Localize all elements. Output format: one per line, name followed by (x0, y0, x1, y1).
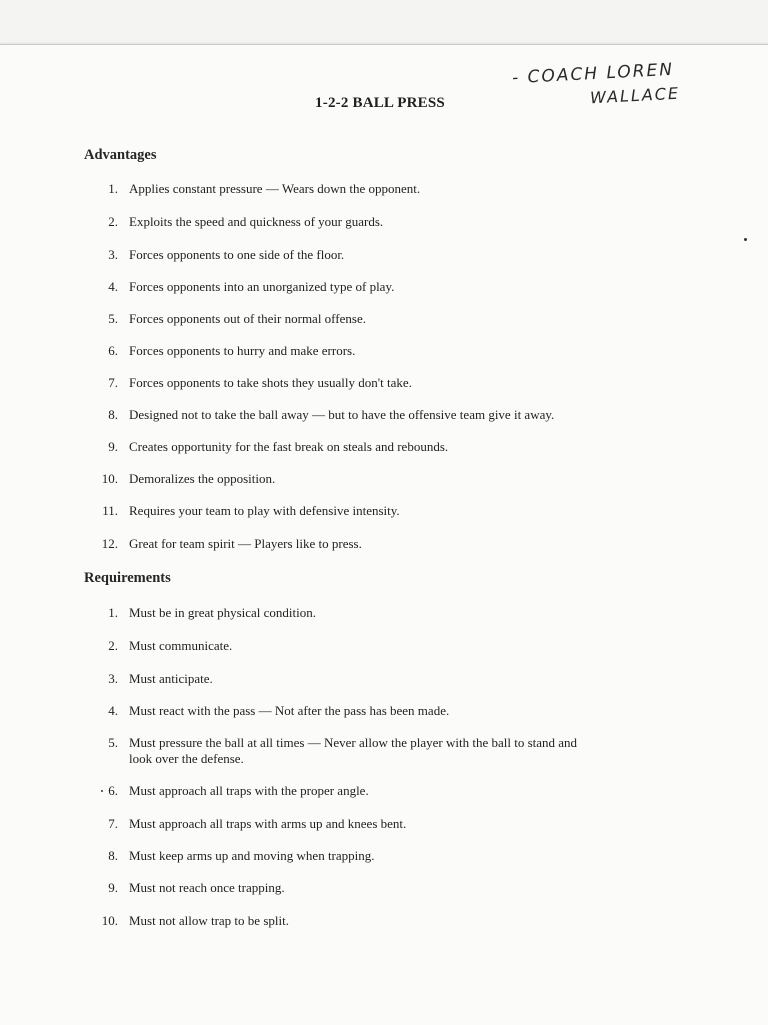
item-number: 8. (108, 848, 118, 863)
item-number: 5. (108, 735, 118, 750)
item-number: 3. (108, 247, 118, 262)
item-text: Requires your team to play with defensive intensity. (129, 503, 400, 518)
speck-mark (744, 238, 747, 241)
handwritten-note-line-2: WALLACE (589, 83, 681, 108)
item-number: 6. (108, 343, 118, 358)
requirements-heading: Requirements (84, 570, 171, 586)
item-number: 10. (101, 471, 118, 486)
item-number: 4. (108, 279, 118, 294)
item-text: Must not allow trap to be split. (129, 913, 289, 928)
item-text: Must be in great physical condition. (129, 605, 317, 620)
item-number: 4. (108, 703, 118, 718)
item-number: 11. (102, 503, 118, 518)
item-number: 1. (108, 605, 118, 620)
item-text: Must communicate. (129, 638, 233, 653)
item-text: Must keep arms up and moving when trapping. (129, 848, 375, 863)
item-text: Forces opponents to hurry and make errors. (129, 343, 356, 358)
item-number: 2. (108, 214, 118, 229)
item-text: Must approach all traps with arms up and knees bent. (129, 816, 407, 831)
item-number: 2. (108, 638, 118, 653)
item-text: Applies constant pressure — Wears down the opponent. (129, 181, 421, 196)
item-text: Great for team spirit — Players like to press. (129, 536, 362, 551)
item-number: 6. (108, 783, 118, 798)
item-number: 9. (108, 880, 118, 895)
item-text: Forces opponents out of their normal offense. (129, 311, 366, 326)
scan-background (0, 0, 768, 46)
speck-mark (101, 790, 103, 792)
item-text: Must approach all traps with the proper angle. (129, 783, 369, 798)
item-text: Must pressure the ball at all times — Never allow the player with the ball to stand and look over the defense. (129, 735, 578, 766)
item-text: Must not reach once trapping. (129, 880, 285, 895)
item-number: 9. (108, 439, 118, 454)
item-number: 7. (108, 816, 118, 831)
item-number: 1. (108, 181, 118, 196)
item-text: Forces opponents into an unorganized type of play. (129, 279, 395, 294)
item-text: Must react with the pass — Not after the pass has been made. (129, 703, 450, 718)
item-number: 5. (108, 311, 118, 326)
item-text: Demoralizes the opposition. (129, 471, 276, 486)
item-number: 8. (108, 407, 118, 422)
item-text: Designed not to take the ball away — but to have the offensive team give it away. (129, 407, 555, 422)
item-text: Exploits the speed and quickness of your guards. (129, 214, 384, 229)
item-text: Forces opponents to one side of the floor. (129, 247, 345, 262)
item-text: Creates opportunity for the fast break on steals and rebounds. (129, 439, 449, 454)
document-title-text: 1-2-2 BALL PRESS (315, 95, 445, 111)
item-text: Forces opponents to take shots they usually don't take. (129, 375, 412, 390)
advantages-heading: Advantages (84, 147, 157, 163)
item-number: 10. (101, 913, 118, 928)
item-number: 12. (101, 536, 118, 551)
item-number: 7. (108, 375, 118, 390)
handwritten-note-line-1: - COACH LOREN (511, 59, 675, 89)
item-number: 3. (108, 671, 118, 686)
item-text: Must anticipate. (129, 671, 213, 686)
document-title (0, 95, 768, 112)
